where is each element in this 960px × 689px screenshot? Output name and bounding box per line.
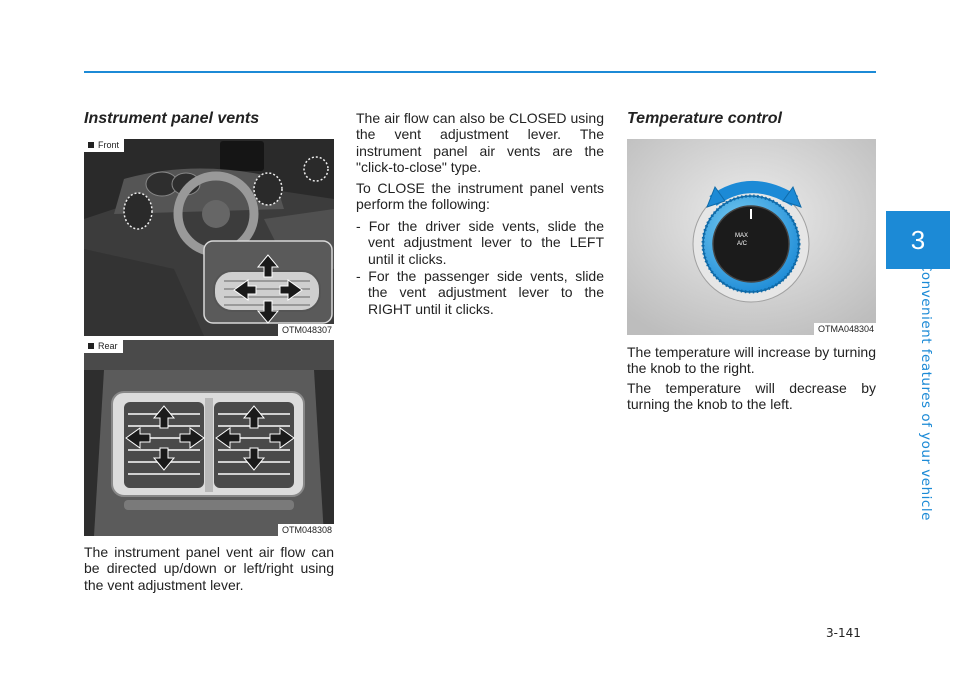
vent-direction-paragraph: The instrument panel vent air flow can be directed up/down or left/right using the vent adjustment lever.: [84, 544, 334, 593]
figure-temperature-code: OTMA048304: [814, 323, 876, 335]
knob-max-label: MAX: [735, 233, 749, 239]
close-vents-paragraph: The air flow can also be CLOSED using the vent adjustment lever. The instrument panel air vents are the "click-to-close" type.: [356, 110, 604, 175]
page-number: 3-141: [826, 626, 861, 640]
figure-front-tag: Front: [84, 139, 124, 152]
knob-ac-label: A/C: [737, 241, 748, 247]
driver-side-bullet: - For the driver side vents, slide the vent adjustment lever to the LEFT until it clicks.: [356, 218, 604, 267]
instrument-panel-vents-heading: Instrument panel vents: [84, 110, 260, 127]
square-bullet-icon: [88, 142, 94, 148]
figure-front-vents: [84, 139, 334, 336]
close-instructions-paragraph: To CLOSE the instrument panel vents perform the following:: [356, 180, 604, 213]
temperature-increase-paragraph: The temperature will increase by turning the knob to the right.: [627, 344, 877, 377]
temperature-control-heading: Temperature control: [627, 110, 782, 127]
figure-temperature-knob: [627, 139, 876, 335]
front-dashboard-illustration: [84, 139, 334, 336]
temperature-decrease-paragraph: The temperature will decrease by turning the knob to the left.: [627, 380, 876, 413]
temperature-knob-illustration: [627, 139, 876, 335]
figure-front-code: OTM048307: [278, 324, 334, 336]
chapter-title: Convenient features of your vehicle: [918, 262, 934, 521]
top-rule: [84, 71, 876, 73]
rear-vent-illustration: [84, 340, 334, 536]
chapter-tab[interactable]: 3: [886, 211, 950, 269]
figure-rear-code: OTM048308: [278, 524, 334, 536]
square-bullet-icon: [88, 343, 94, 349]
passenger-side-bullet: - For the passenger side vents, slide the vent adjustment lever to the RIGHT until it clicks.: [356, 268, 604, 317]
figure-rear-tag: Rear: [84, 340, 123, 353]
figure-rear-vents: [84, 340, 334, 536]
